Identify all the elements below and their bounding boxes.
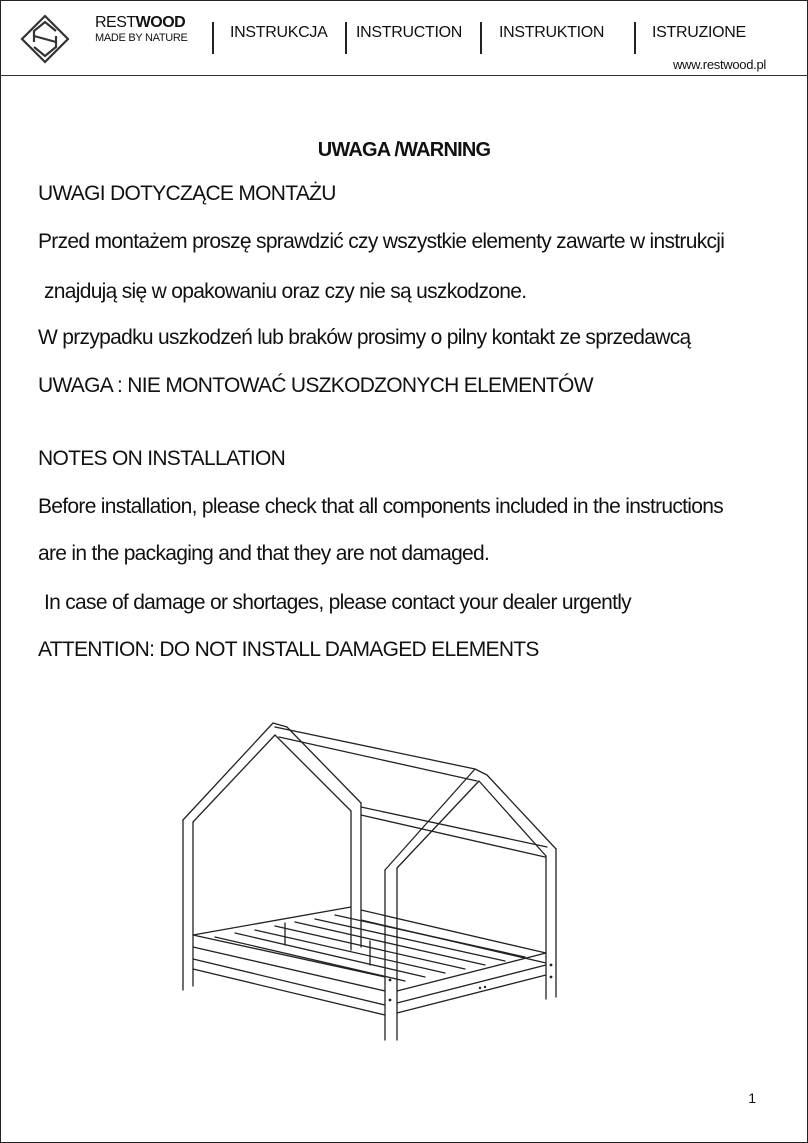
english-line-4: ATTENTION: DO NOT INSTALL DAMAGED ELEMENTS xyxy=(38,638,539,661)
header-separator xyxy=(480,22,482,54)
header-separator xyxy=(634,22,636,54)
polish-line-2: znajdują się w opakowaniu oraz czy nie są uszkodzone. xyxy=(44,280,527,303)
warning-title: UWAGA /WARNING xyxy=(317,139,491,161)
header-separator xyxy=(345,22,347,54)
polish-line-3: W przypadku uszkodzeń lub braków prosimy o pilny kontakt ze sprzedawcą xyxy=(38,326,691,349)
polish-heading: UWAGI DOTYCZĄCE MONTAŻU xyxy=(38,182,336,205)
header-separator xyxy=(212,22,214,54)
english-line-1: Before installation, please check that all components included in the instructions xyxy=(38,495,724,518)
english-line-3: In case of damage or shortages, please contact your dealer urgently xyxy=(44,591,631,614)
language-label-pl: INSTRUKCJA xyxy=(230,24,328,41)
language-label-it: ISTRUZIONE xyxy=(652,24,746,41)
brand-name xyxy=(95,15,188,31)
polish-line-1: Przed montażem proszę sprawdzić czy wszystkie elementy zawarte w instrukcji xyxy=(38,230,725,253)
brand-name-bold: WOOD xyxy=(135,14,186,31)
restwood-logo-icon xyxy=(20,14,70,64)
website-link[interactable]: www.restwood.pl xyxy=(672,57,766,72)
header-divider xyxy=(0,75,808,76)
polish-line-4: UWAGA : NIE MONTOWAĆ USZKODZONYCH ELEMENTÓW xyxy=(38,374,593,397)
page-number: 1 xyxy=(748,1090,756,1106)
brand-name-light: REST xyxy=(95,14,136,31)
house-bed-icon xyxy=(175,715,565,1045)
english-line-2: are in the packaging and that they are not damaged. xyxy=(38,542,490,565)
language-label-de: INSTRUKTION xyxy=(499,24,605,41)
english-heading: NOTES ON INSTALLATION xyxy=(38,447,286,470)
header xyxy=(0,0,808,76)
language-label-en: INSTRUCTION xyxy=(356,24,463,41)
brand-tagline: MADE BY NATURE xyxy=(95,32,188,44)
brand xyxy=(95,15,188,44)
